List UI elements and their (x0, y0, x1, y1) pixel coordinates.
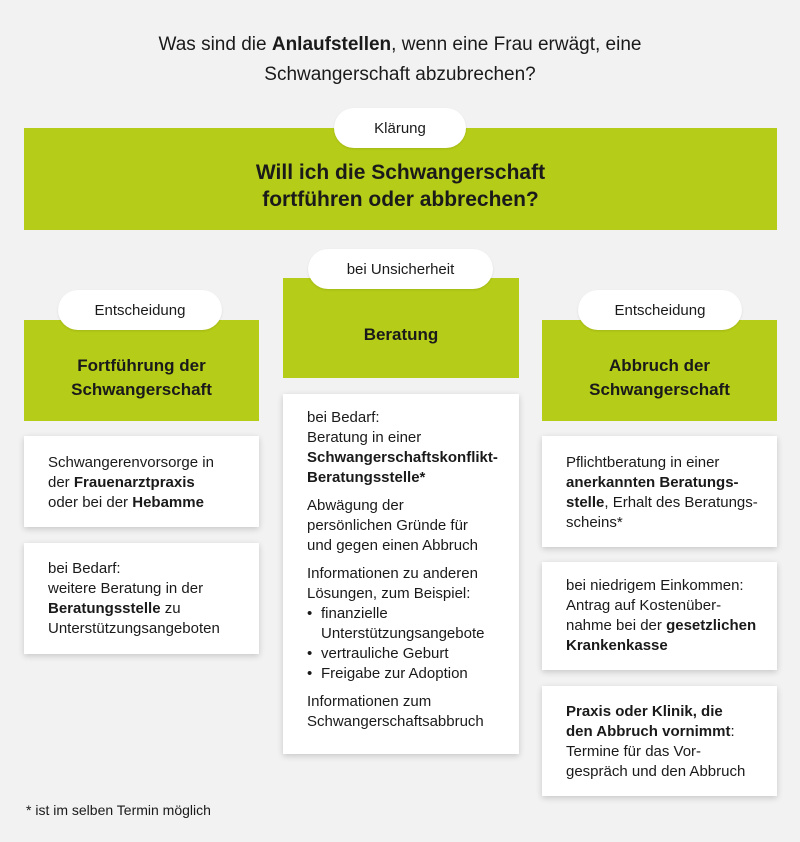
title-line-2: Schwangerschaft abzubrechen? (264, 64, 536, 85)
decision-tag-left: Entscheidung (58, 290, 222, 330)
title-line-1: Was sind die Anlaufstellen, wenn eine Frau erwägt, eine (158, 34, 642, 55)
list-item: • Freigabe zur Adoption (307, 664, 519, 684)
uncertainty-tag: bei Unsicherheit (308, 249, 493, 289)
clarification-tag: Klärung (334, 108, 466, 148)
abortion-heading: Abbruch der Schwangerschaft (542, 320, 777, 421)
footnote: * ist im selben Termin möglich (26, 802, 211, 818)
alternatives-list (307, 604, 519, 684)
decision-tag-right: Entscheidung (578, 290, 742, 330)
counseling-details-card: bei Bedarf: Beratung in einer Schwangerschaftskonflikt- Beratungsstelle* Abwägung der persönlichen Gründe für und gegen einen Abbruch Informationen zu anderen Lösungen, zum Beispiel: • finanzielle Unterstützungsangebote • vertrauliche Geburt • Freigabe zur Adoption Informationen zum Schwangerschaftsabbruch (283, 394, 519, 754)
cost-coverage-card: bei niedrigem Einkommen: Antrag auf Kostenüber- nahme bei der gesetzlichen Krankenkasse (542, 562, 777, 670)
list-item: • vertrauliche Geburt (307, 644, 519, 664)
prenatal-care-card: Schwangerenvorsorge in der Frauenarztpraxis oder bei der Hebamme (24, 436, 259, 527)
clinic-card: Praxis oder Klinik, die den Abbruch vornimmt: Termine für das Vor- gespräch und den Abbruch (542, 686, 777, 796)
counseling-heading: Beratung (283, 278, 519, 378)
clarification-banner: Will ich die Schwangerschaft fortführen oder abbrechen? (24, 128, 777, 230)
mandatory-counseling-card: Pflichtberatung in einer anerkannten Beratungs- stelle, Erhalt des Beratungs- scheins* (542, 436, 777, 547)
continuation-heading: Fortführung der Schwangerschaft (24, 320, 259, 421)
list-item: • finanzielle Unterstützungsangebote (307, 604, 519, 644)
further-counseling-card: bei Bedarf: weitere Beratung in der Beratungsstelle zu Unterstützungsangeboten (24, 543, 259, 654)
page-title (0, 30, 800, 90)
